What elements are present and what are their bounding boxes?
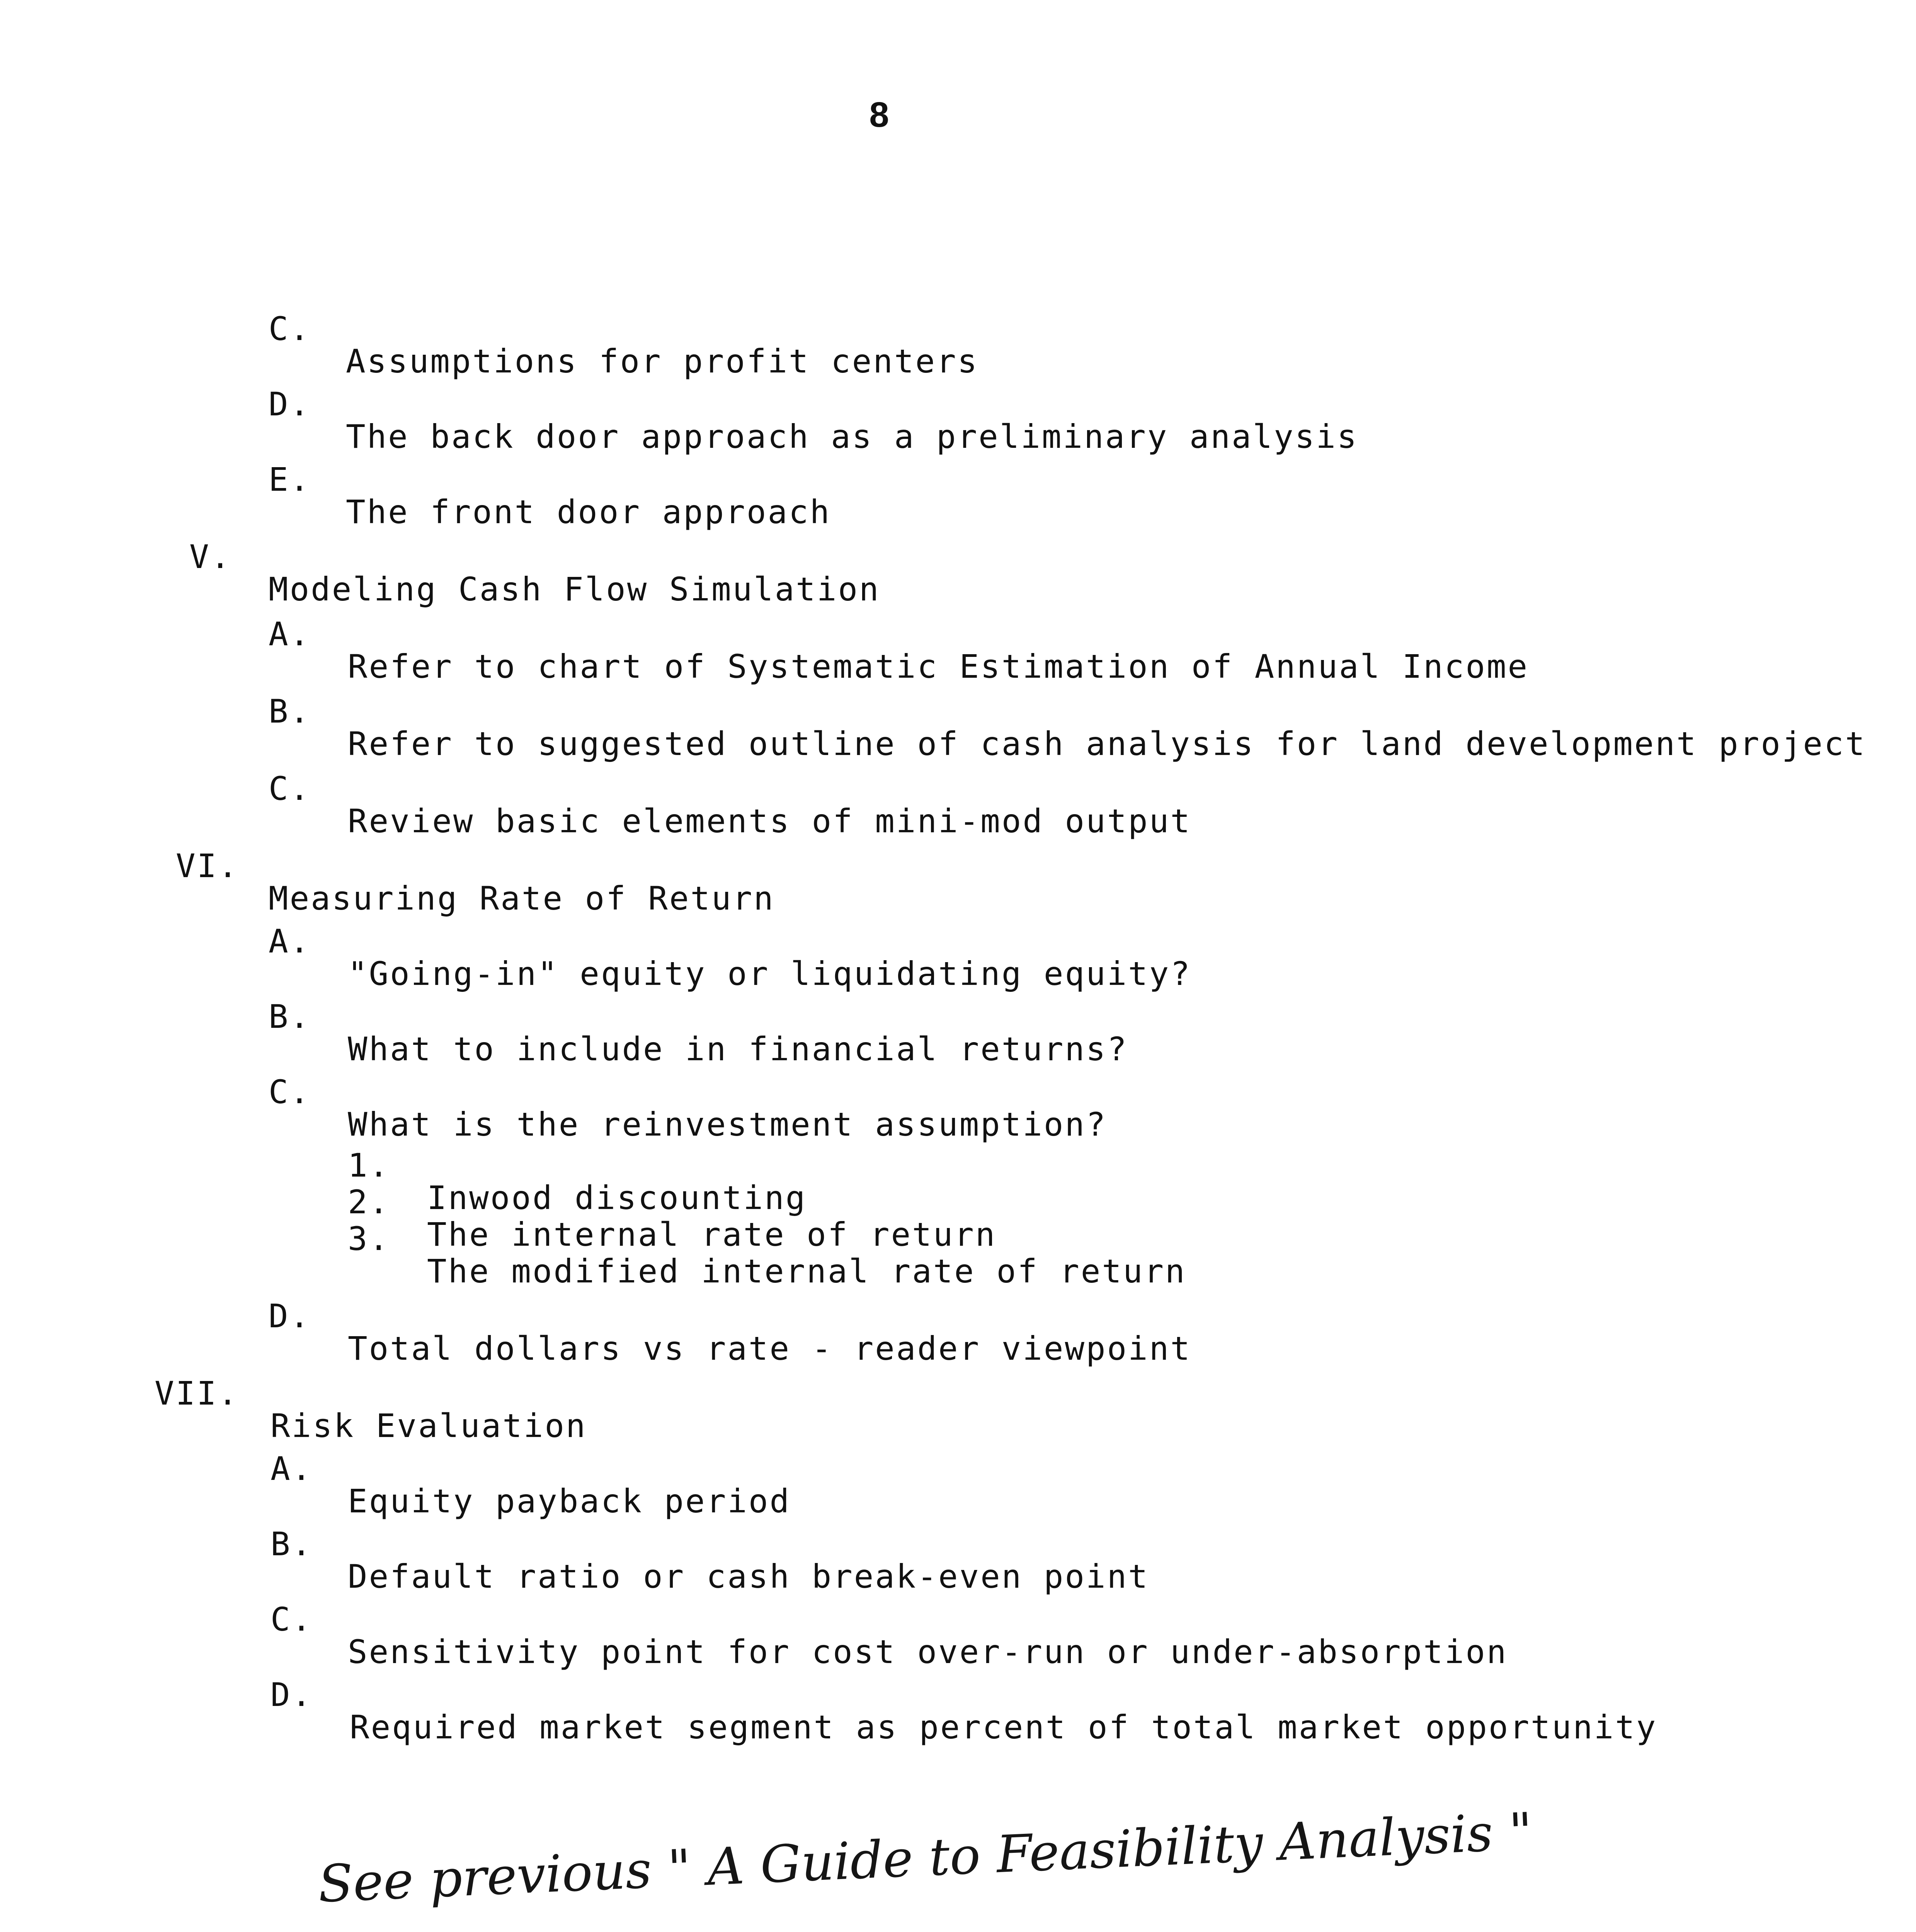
- section-marker: VII.: [155, 1374, 239, 1412]
- section-marker: VI.: [176, 847, 239, 885]
- subitem-text: The internal rate of return: [427, 1216, 997, 1253]
- section-title: Risk Evaluation: [271, 1407, 587, 1445]
- item-text: Default ratio or cash break-even point: [348, 1558, 1149, 1595]
- item-marker: C.: [269, 310, 311, 348]
- section-title: Modeling Cash Flow Simulation: [269, 570, 880, 608]
- subitem-text: The modified internal rate of return: [427, 1252, 1186, 1290]
- item-text: Assumptions for profit centers: [346, 342, 979, 380]
- subitem-marker: 1.: [348, 1146, 390, 1184]
- item-text: Required market segment as percent of total market opportunity: [350, 1708, 1657, 1746]
- item-text: The back door approach as a preliminary analysis: [346, 418, 1358, 456]
- page-number: 8: [869, 95, 889, 134]
- item-marker: D.: [271, 1676, 313, 1714]
- item-marker: B.: [269, 692, 311, 730]
- item-text: Sensitivity point for cost over-run or under-absorption: [348, 1633, 1508, 1671]
- subitem-marker: 2.: [348, 1183, 390, 1221]
- subitem-text: Inwood discounting: [427, 1179, 807, 1217]
- item-marker: C.: [269, 770, 311, 808]
- item-text: What is the reinvestment assumption?: [348, 1105, 1107, 1143]
- item-text: Review basic elements of mini-mod output: [348, 802, 1191, 840]
- item-marker: C.: [271, 1600, 313, 1638]
- section-marker: V.: [189, 538, 232, 576]
- item-marker: B.: [271, 1525, 313, 1563]
- item-marker: D.: [269, 1297, 311, 1335]
- item-text: The front door approach: [346, 493, 831, 531]
- item-marker: A.: [269, 615, 311, 653]
- item-marker: A.: [269, 922, 311, 960]
- section-title: Measuring Rate of Return: [269, 879, 775, 917]
- item-text: Refer to chart of Systematic Estimation of Annual Income: [348, 648, 1529, 685]
- item-text: Total dollars vs rate - reader viewpoint: [348, 1330, 1191, 1367]
- item-marker: D.: [269, 385, 311, 423]
- handwritten-line: See previous " A Guide to Feasibility Analysis ": [317, 1801, 1534, 1914]
- item-marker: C.: [269, 1073, 311, 1111]
- item-text: Equity payback period: [348, 1482, 791, 1520]
- item-text: "Going-in" equity or liquidating equity?: [348, 955, 1191, 993]
- item-marker: E.: [269, 461, 311, 498]
- item-marker: A.: [271, 1450, 313, 1488]
- item-text: Refer to suggested outline of cash analysis for land development project: [348, 725, 1867, 763]
- item-text: What to include in financial returns?: [348, 1030, 1128, 1068]
- item-marker: B.: [269, 998, 311, 1036]
- subitem-marker: 3.: [348, 1220, 390, 1258]
